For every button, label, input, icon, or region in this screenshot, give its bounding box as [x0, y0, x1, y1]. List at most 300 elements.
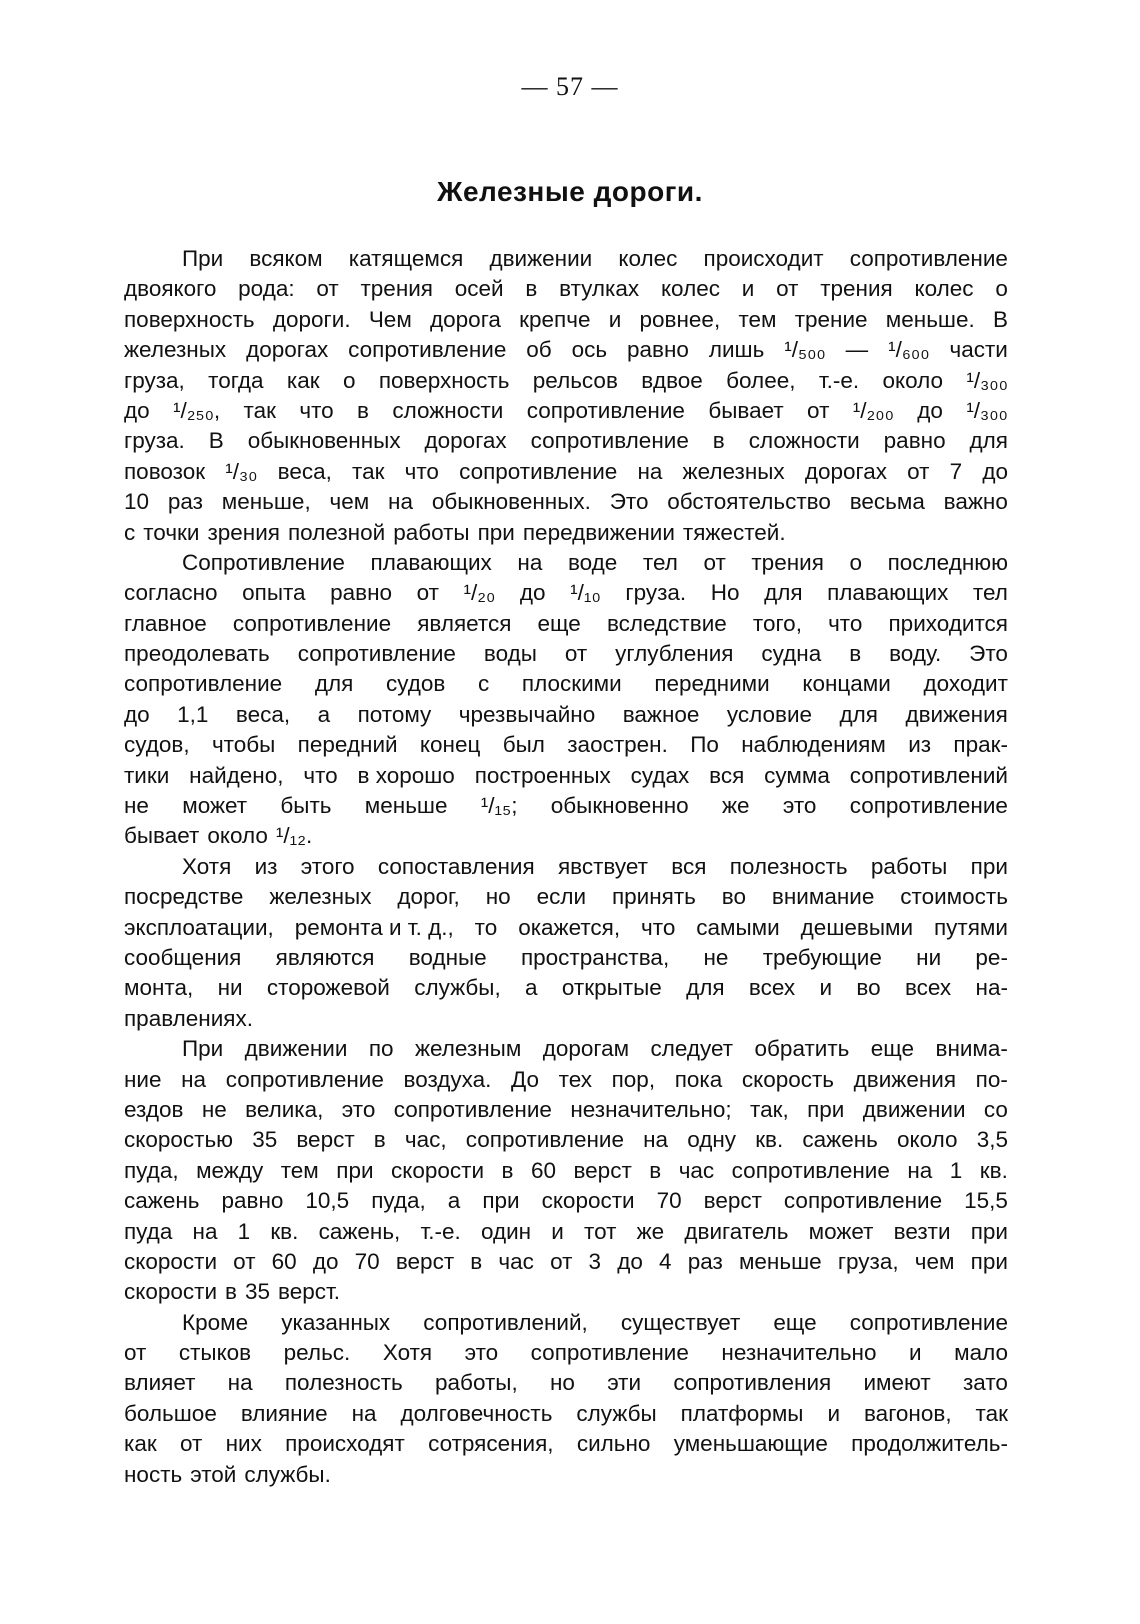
text-line [124, 1308, 1008, 1338]
word: и [819, 975, 833, 1001]
word: являются [275, 944, 375, 970]
word: При [182, 1036, 224, 1062]
text-line [124, 1247, 1008, 1277]
word: чтобы [211, 732, 276, 758]
word: ние [124, 1066, 162, 1092]
word: на- [975, 975, 1008, 1001]
word: о [342, 367, 356, 393]
word: до [917, 397, 943, 423]
word: плоскими [521, 671, 622, 697]
word: зрения [207, 519, 280, 545]
word: сопротивление [465, 1127, 624, 1153]
word: от [703, 549, 726, 575]
word: — [845, 337, 869, 363]
word: воды [483, 641, 537, 667]
word: пуда [124, 1218, 173, 1244]
word: в [470, 1248, 483, 1274]
word: один [480, 1218, 532, 1244]
word: железным [414, 1036, 522, 1062]
word: ¹/₃₀ [225, 458, 258, 484]
word: груза. [124, 428, 185, 454]
word: как [286, 367, 320, 393]
word: этого [300, 853, 355, 879]
word: груза, [837, 1248, 899, 1274]
word: при [336, 1157, 374, 1183]
word: условие [726, 701, 813, 727]
word: сопротивление [731, 1157, 890, 1183]
word: между [196, 1157, 264, 1183]
text-line [124, 518, 1008, 548]
word: части [949, 337, 1008, 363]
word: в [501, 1157, 514, 1183]
word: для [686, 975, 725, 1001]
word: того, [752, 610, 802, 636]
word: скоростью [124, 1127, 234, 1153]
word: обратить [754, 1036, 850, 1062]
word: с [124, 519, 136, 545]
word: 15,5 [964, 1188, 1008, 1214]
word: меньше, [221, 489, 311, 515]
word: а [525, 975, 538, 1001]
text-line [124, 1399, 1008, 1429]
word: и [551, 1218, 564, 1244]
word: но [549, 1370, 575, 1396]
paragraph [124, 548, 1008, 852]
word: 35 [252, 1127, 278, 1153]
word: опыта [242, 580, 306, 606]
text-line [124, 396, 1008, 426]
word: для [839, 701, 878, 727]
word: равно [627, 337, 689, 363]
word: сторожевой [266, 975, 390, 1001]
word: ездов [124, 1096, 184, 1122]
text-line [124, 1095, 1008, 1125]
word: монта, [124, 975, 194, 1001]
word: сажень, [318, 1218, 401, 1244]
word: что [303, 762, 338, 788]
word: при [970, 853, 1008, 879]
word: движении [489, 246, 593, 271]
word: сопротивлений, [423, 1309, 588, 1335]
word: веса, [277, 458, 332, 484]
word: поверхность [124, 306, 255, 332]
word: всех [904, 975, 952, 1001]
word: сопротивление [124, 671, 283, 697]
word: трение [794, 306, 868, 332]
word: катящемся [348, 246, 464, 271]
word: во [856, 975, 881, 1001]
word: чем [914, 1248, 955, 1274]
word: сложности [392, 397, 504, 423]
word: при [807, 1096, 845, 1122]
word: на [181, 1066, 207, 1092]
text-line [124, 305, 1008, 335]
text-line [124, 1338, 1008, 1368]
word: т.-е. [818, 367, 860, 393]
word: ровнее, [639, 306, 721, 332]
word: дорогах [804, 458, 887, 484]
word: а [447, 1188, 461, 1214]
word: на [227, 1370, 253, 1396]
word: потому [357, 701, 432, 727]
word: вся [671, 853, 707, 879]
word: посредстве [124, 884, 244, 910]
word: это [464, 1340, 499, 1366]
word: на [643, 1127, 669, 1153]
word: от [776, 276, 799, 302]
text-line [124, 1156, 1008, 1186]
word: этой [190, 1461, 237, 1487]
word: тики [124, 762, 170, 788]
word: Хотя [382, 1340, 433, 1366]
word: уменьшающие [673, 1431, 828, 1457]
word: тот [584, 1218, 617, 1244]
word: ¹/₁₅; [480, 793, 518, 819]
word: обыкновенных [247, 428, 401, 454]
word: от [564, 641, 588, 667]
word: сопротивление [232, 610, 392, 636]
word: Это [609, 489, 649, 515]
word: а [317, 701, 331, 727]
word: меньше [738, 1248, 822, 1274]
word: т.-е. [420, 1218, 461, 1244]
word: дороги. [272, 306, 351, 332]
word: 7 [949, 458, 963, 484]
word: точки [143, 519, 200, 545]
page-number: — 57 — [521, 72, 619, 101]
word: сопротивление [297, 641, 456, 667]
word: тем [738, 306, 777, 332]
word: сложности [748, 428, 860, 454]
word: тогда [208, 367, 264, 393]
word: в [225, 1279, 237, 1305]
word: трения [360, 276, 433, 302]
word: водные [408, 944, 487, 970]
word: полезность [729, 853, 848, 879]
word: об [526, 337, 552, 363]
word: и [909, 1340, 922, 1366]
word: до [124, 397, 150, 423]
word: По [690, 732, 719, 758]
word: вагонов, [863, 1400, 952, 1426]
word: При [182, 246, 224, 271]
text-line [124, 973, 1008, 1003]
word: равно [883, 428, 946, 454]
word: сопротивление [459, 458, 618, 484]
word: если [536, 884, 587, 910]
word: Чем [368, 306, 412, 332]
text-line [124, 913, 1008, 943]
word: обстоятельство [667, 489, 831, 515]
word: незначительно; [570, 1096, 732, 1122]
word: бывает [124, 823, 200, 849]
text-line [124, 609, 1008, 639]
word: сопротивлений [849, 762, 1008, 788]
word: открытые [561, 975, 662, 1001]
word: наблюдениям [741, 732, 886, 758]
word: железных [124, 337, 227, 363]
word: был [502, 732, 545, 758]
text-line [124, 1368, 1008, 1398]
word: работы, [435, 1370, 518, 1396]
word: рельс. [283, 1340, 351, 1366]
word: зато [962, 1370, 1008, 1396]
word: что [828, 610, 863, 636]
word: службы. [244, 1461, 331, 1487]
word: внимание [771, 884, 875, 910]
word: ¹/₁₂. [275, 823, 313, 849]
word: до [312, 1248, 339, 1274]
word: скорость [741, 1066, 835, 1092]
word: стыков [178, 1340, 252, 1366]
word: важно [943, 489, 1008, 515]
word: повозок [124, 458, 206, 484]
word: дорогам [542, 1036, 630, 1062]
paragraph [124, 1034, 1008, 1308]
word: при [482, 1188, 520, 1214]
word: передвижении [522, 519, 675, 545]
word: 3,5 [976, 1127, 1008, 1153]
word: меньше [364, 793, 448, 819]
word: скорости [391, 1157, 485, 1183]
word: около [897, 1127, 958, 1153]
word: сопротивление [849, 1309, 1008, 1335]
word: скорости [124, 1248, 218, 1274]
word: правлениях. [124, 1005, 253, 1031]
word: построенных [474, 762, 611, 788]
paragraph [124, 244, 1008, 548]
word: большое [124, 1400, 217, 1426]
word: самыми [696, 914, 780, 940]
word: втулках [559, 276, 640, 302]
word: стоимость [900, 884, 1008, 910]
word: заострен. [567, 732, 668, 758]
word: 60 [271, 1248, 297, 1274]
word: сажень [124, 1188, 200, 1214]
word: службы [576, 1400, 657, 1426]
word: же [721, 793, 750, 819]
word: крепче [519, 306, 591, 332]
word: чрезвычайно [458, 701, 596, 727]
word: службы, [414, 975, 501, 1001]
word: полезность [284, 1370, 403, 1396]
word: от [416, 580, 439, 606]
word: плавающих [370, 549, 492, 575]
word: двигатель [684, 1218, 789, 1244]
word: судна [761, 641, 822, 667]
word: воде [567, 549, 618, 575]
text-line [124, 669, 1008, 699]
word: дешевыми [800, 914, 914, 940]
text-line [124, 244, 1008, 274]
word: о [995, 276, 1008, 302]
word: ¹/₆₀₀ [888, 337, 930, 363]
word: так [243, 397, 276, 423]
word: верст [395, 1248, 455, 1274]
word: сопротивление [530, 1340, 689, 1366]
word: эти [607, 1370, 642, 1396]
word: до [519, 580, 546, 606]
text-line [124, 426, 1008, 456]
word: в [849, 641, 862, 667]
word: дорог, [397, 884, 460, 910]
word: кв. [755, 1127, 784, 1153]
word: от [233, 1248, 256, 1274]
paragraph [124, 852, 1008, 1034]
word: ось [571, 337, 608, 363]
word: час, [404, 1127, 447, 1153]
word: ¹/₃₀₀ [966, 367, 1008, 393]
word: ни [916, 944, 942, 970]
word: так [975, 1400, 1008, 1426]
word: принять [611, 884, 696, 910]
word: бывает [708, 397, 784, 423]
word: колес [618, 246, 678, 271]
word: 10,5 [305, 1188, 350, 1214]
word: с [477, 671, 490, 697]
word: концами [802, 671, 891, 697]
word: до [982, 458, 1008, 484]
word: что [641, 914, 676, 940]
word: около [882, 367, 944, 393]
word: явствует [557, 853, 648, 879]
word: дорога [430, 306, 501, 332]
word: скорости [124, 1279, 218, 1305]
word: сопротивление [526, 397, 685, 423]
word: пуда, [371, 1188, 426, 1214]
text-line [124, 578, 1008, 608]
word: обыкновенно [550, 793, 689, 819]
word: железных [682, 458, 785, 484]
word: до [617, 1248, 643, 1274]
word: верст [296, 1127, 355, 1153]
word: рельсов [532, 367, 618, 393]
word: от [124, 1340, 147, 1366]
word: незначительно [721, 1340, 877, 1366]
word: пространства, [520, 944, 670, 970]
word: происходит [703, 246, 824, 271]
word: на [192, 1218, 218, 1244]
section-title: Железные дороги. [437, 176, 703, 207]
text-line [124, 943, 1008, 973]
word: эксплоатации, [124, 914, 274, 940]
text-line [124, 274, 1008, 304]
word: более, [726, 367, 796, 393]
word: ¹/₃₀₀ [966, 397, 1008, 423]
word: передний [297, 732, 398, 758]
word: при [477, 519, 515, 545]
text-line [124, 1186, 1008, 1216]
word: скорости [541, 1188, 635, 1214]
word: вся [709, 762, 745, 788]
word: ¹/₂₅₀, [173, 397, 221, 423]
word: еще [537, 610, 581, 636]
word: преодолевать [124, 641, 270, 667]
text-line [124, 1034, 1008, 1064]
word: 1 [237, 1218, 251, 1244]
word: 70 [656, 1188, 682, 1214]
word: равно [221, 1188, 284, 1214]
word: 1 [949, 1157, 963, 1183]
word: может [808, 1218, 874, 1244]
word: 10 [124, 489, 150, 515]
word: из [254, 853, 278, 879]
text-line [124, 1125, 1008, 1155]
word: тел [642, 549, 678, 575]
word: не [703, 944, 729, 970]
word: кв. [270, 1218, 299, 1244]
word: влияние [240, 1400, 328, 1426]
word: как [124, 1431, 157, 1457]
word: верст [703, 1188, 762, 1214]
word: в [649, 1157, 662, 1183]
text-line [124, 730, 1008, 760]
word: обыкновенных. [431, 489, 591, 515]
word: не [201, 1096, 227, 1122]
word: о [849, 549, 862, 575]
word: груза, [124, 367, 185, 393]
word: 3 [588, 1248, 602, 1274]
word: ¹/₅₀₀ [784, 337, 826, 363]
word: на [907, 1157, 933, 1183]
word: лишь [708, 337, 765, 363]
word: сопоставления [377, 853, 535, 879]
word: движении [244, 1036, 348, 1062]
word: полезной [288, 519, 386, 545]
word: же [636, 1218, 665, 1244]
word: по- [975, 1066, 1008, 1092]
word: найдено, [189, 762, 284, 788]
word: это [782, 793, 817, 819]
word: кв. [979, 1157, 1008, 1183]
word: для [314, 671, 354, 697]
word: может [182, 793, 248, 819]
word: 60 [530, 1157, 556, 1183]
word: судов [385, 671, 446, 697]
word: путями [933, 914, 1008, 940]
word: сотрясения, [428, 1431, 554, 1457]
word: это [341, 1096, 376, 1122]
word: судов, [124, 732, 190, 758]
word: передними [654, 671, 770, 697]
word: в [712, 428, 725, 454]
word: рода: [238, 276, 295, 302]
word: трения [820, 276, 893, 302]
word: колес [660, 276, 720, 302]
word: веса, [235, 701, 291, 727]
word: при [970, 1218, 1008, 1244]
word: сопротивление [348, 337, 507, 363]
text-line [124, 1460, 1008, 1490]
text-line [124, 791, 1008, 821]
word: сумма [764, 762, 830, 788]
word: в [373, 1127, 386, 1153]
word: работы [870, 853, 948, 879]
word: груза. [625, 580, 687, 606]
text-line [124, 882, 1008, 912]
word: доходит [923, 671, 1008, 697]
word: 70 [354, 1248, 380, 1274]
word: 4 [659, 1248, 672, 1274]
word: осей [454, 276, 504, 302]
word: происходят [285, 1431, 405, 1457]
word: сильно [576, 1431, 651, 1457]
word: сопротивление [393, 1096, 552, 1122]
word: верст [573, 1157, 632, 1183]
word: влияет [124, 1370, 196, 1396]
word: продолжитель- [851, 1431, 1008, 1457]
word: час [678, 1157, 715, 1183]
